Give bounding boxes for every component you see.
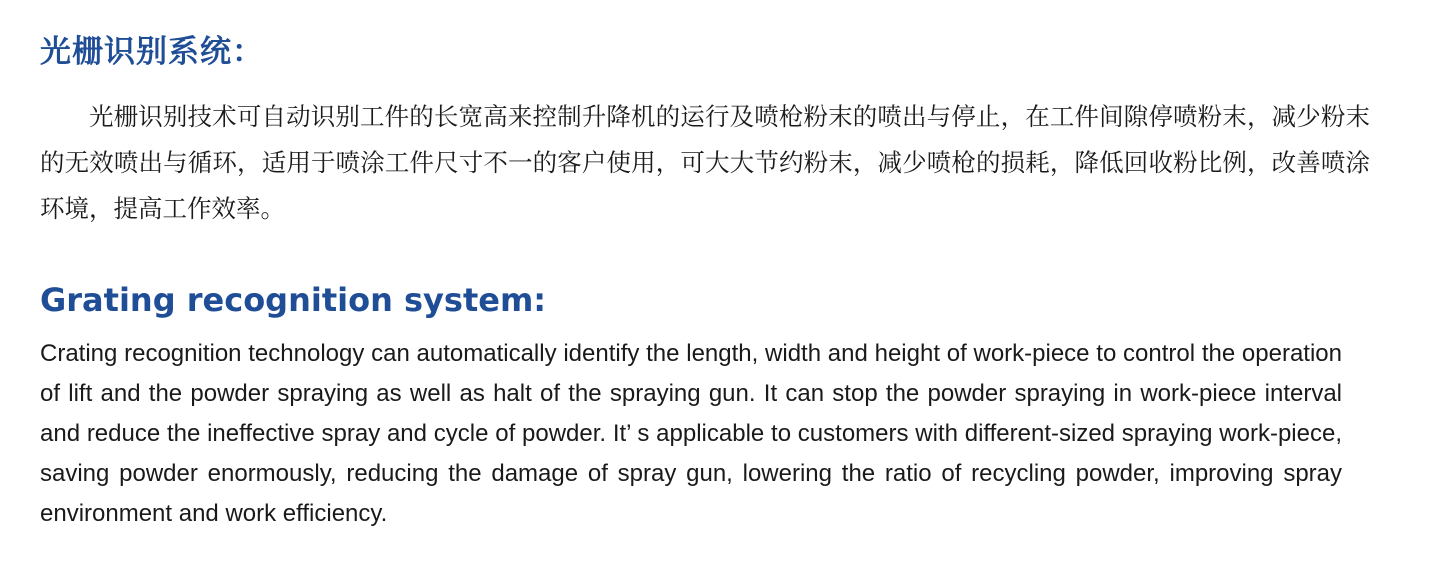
chinese-description-paragraph: 光栅识别技术可自动识别工件的长宽高来控制升降机的运行及喷枪粉末的喷出与停止，在工件间隙停喷粉末，减少粉末的无效喷出与循环，适用于喷涂工件尺寸不一的客户使用，可大大节约粉末，减少喷枪的损耗，降低回收粉比例，改善喷涂环境，提高工作效率。 xyxy=(40,102,1370,223)
english-section-heading: Grating recognition system: xyxy=(40,281,547,319)
english-description-paragraph: Crating recognition technology can automatically identify the length, width and height of work-piece to control the operation of lift and the powder spraying as well as halt of the spraying gun. It can stop the powder spraying in work-piece interval and reduce the ineffective spray and cycle of powder. It’ s applicable to customers with different-sized spraying work-piece, saving powder enormously, reducing the damage of spray gun, lowering the ratio of recycling powder, improving spray environment and work efficiency. xyxy=(40,340,1342,527)
chinese-section-heading: 光栅识别系统： xyxy=(40,34,264,70)
